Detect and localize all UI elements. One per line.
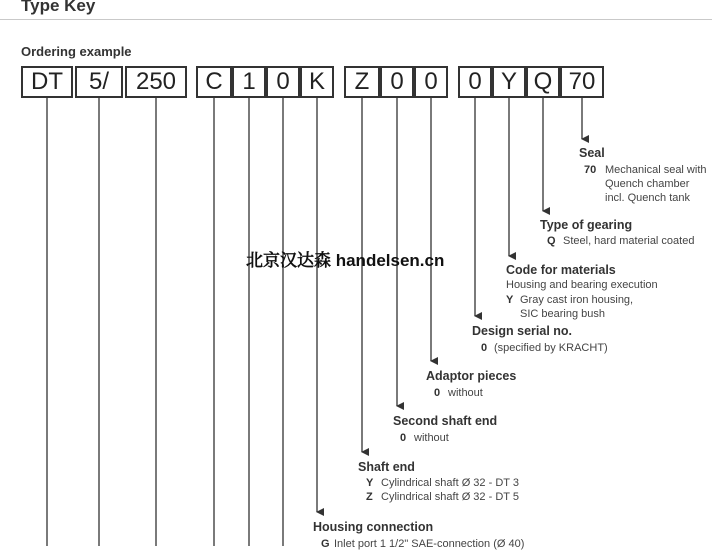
housing-connection-code: G xyxy=(321,538,330,550)
housing-connection-label: Housing connection xyxy=(313,520,434,534)
code-box-series: DT xyxy=(21,66,73,98)
design-serial-description: (specified by KRACHT) xyxy=(494,342,608,354)
materials-subtitle: Housing and bearing execution xyxy=(506,279,658,291)
page-title: Type Key xyxy=(21,0,96,15)
second-shaft-label: Second shaft end xyxy=(393,414,498,428)
gearing-description: Steel, hard material coated xyxy=(563,235,695,247)
gearing-label: Type of gearing xyxy=(540,218,633,232)
adaptor-label: Adaptor pieces xyxy=(426,369,517,383)
code-box-displacement: 250 xyxy=(125,66,187,98)
shaft-end-description-y: Cylindrical shaft Ø 32 - DT 3 xyxy=(381,477,519,489)
shaft-end-description-z: Cylindrical shaft Ø 32 - DT 5 xyxy=(381,491,519,503)
watermark-text: 北京汉达森 handelsen.cn xyxy=(246,251,445,270)
seal-description: Mechanical seal with Quench chamber incl. Quench tank xyxy=(605,164,707,204)
code-box-shaft-end: Z xyxy=(344,66,380,98)
code-box-adaptor-pieces: 0 xyxy=(414,66,448,98)
code-box-c: C xyxy=(196,66,232,98)
ordering-example-label: Ordering example xyxy=(21,44,132,59)
gearing-code: Q xyxy=(547,235,556,247)
shaft-end-code-y: Y xyxy=(366,477,374,489)
second-shaft-description: without xyxy=(414,432,449,444)
adaptor-code: 0 xyxy=(434,387,441,399)
code-box-materials: Y xyxy=(492,66,526,98)
code-box-design-serial: 0 xyxy=(458,66,492,98)
housing-connection-description: Inlet port 1 1/2" SAE-connection (Ø 40) xyxy=(334,538,525,550)
second-shaft-code: 0 xyxy=(400,432,407,444)
materials-label: Code for materials xyxy=(506,263,616,277)
code-box-second-shaft-end: 0 xyxy=(380,66,414,98)
seal-label: Seal xyxy=(579,146,605,160)
seal-code: 70 xyxy=(584,164,597,176)
materials-code: Y xyxy=(506,294,514,306)
adaptor-description: without xyxy=(448,387,483,399)
shaft-end-code-z: Z xyxy=(366,491,373,503)
code-box-gearing: Q xyxy=(526,66,560,98)
shaft-end-label: Shaft end xyxy=(358,460,415,474)
design-serial-label: Design serial no. xyxy=(472,324,573,338)
code-box-0: 0 xyxy=(266,66,300,98)
code-box-seal: 70 xyxy=(560,66,604,98)
code-box-housing-connection: K xyxy=(300,66,334,98)
design-serial-code: 0 xyxy=(481,342,488,354)
code-box-size: 5/ xyxy=(75,66,123,98)
materials-description: Gray cast iron housing, SIC bearing bush xyxy=(520,294,634,320)
code-box-1: 1 xyxy=(232,66,266,98)
